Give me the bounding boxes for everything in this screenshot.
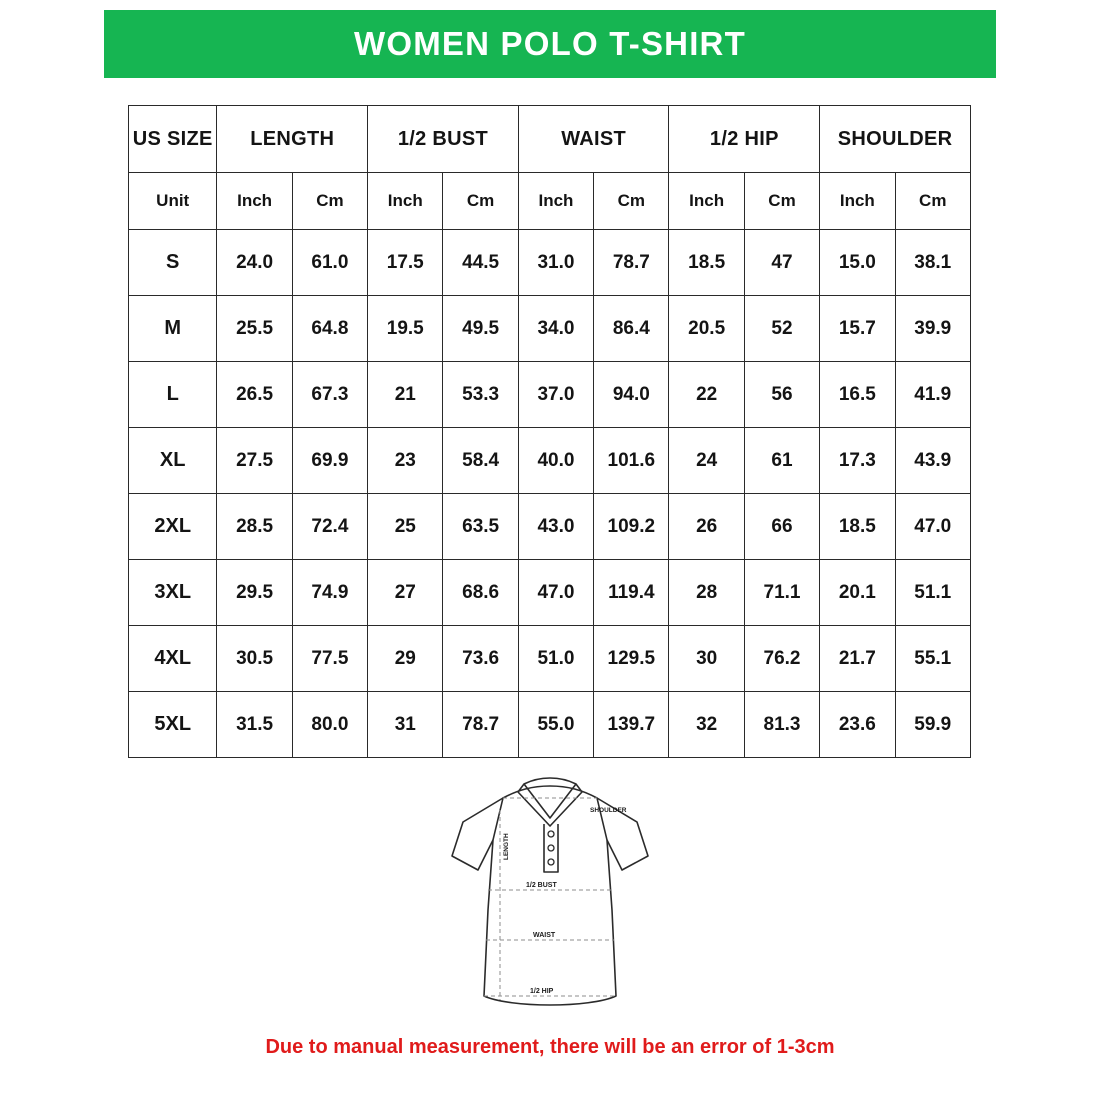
unit-length-inch: Inch bbox=[217, 173, 292, 230]
size-table-container bbox=[128, 105, 971, 758]
cell-bust-cm: 73.6 bbox=[443, 626, 518, 692]
cell-shoulder-inch: 21.7 bbox=[820, 626, 895, 692]
cell-waist-inch: 31.0 bbox=[518, 230, 593, 296]
table-row bbox=[129, 296, 971, 362]
cell-bust-inch: 25 bbox=[368, 494, 443, 560]
row-size-label: XL bbox=[129, 428, 217, 494]
column-header-us-size: US SIZE bbox=[129, 106, 217, 173]
cell-hip-inch: 20.5 bbox=[669, 296, 744, 362]
column-header-length: LENGTH bbox=[217, 106, 368, 173]
unit-waist-inch: Inch bbox=[518, 173, 593, 230]
column-header-half-bust: 1/2 BUST bbox=[368, 106, 519, 173]
cell-shoulder-cm: 43.9 bbox=[895, 428, 970, 494]
cell-shoulder-inch: 16.5 bbox=[820, 362, 895, 428]
cell-length-inch: 26.5 bbox=[217, 362, 292, 428]
unit-hip-cm: Cm bbox=[744, 173, 819, 230]
cell-bust-inch: 23 bbox=[368, 428, 443, 494]
cell-bust-cm: 63.5 bbox=[443, 494, 518, 560]
cell-waist-cm: 78.7 bbox=[594, 230, 669, 296]
cell-hip-cm: 47 bbox=[744, 230, 819, 296]
cell-hip-inch: 26 bbox=[669, 494, 744, 560]
table-row bbox=[129, 494, 971, 560]
cell-waist-inch: 47.0 bbox=[518, 560, 593, 626]
cell-bust-inch: 21 bbox=[368, 362, 443, 428]
cell-shoulder-inch: 17.3 bbox=[820, 428, 895, 494]
cell-waist-cm: 119.4 bbox=[594, 560, 669, 626]
unit-shoulder-inch: Inch bbox=[820, 173, 895, 230]
column-header-half-hip: 1/2 HIP bbox=[669, 106, 820, 173]
cell-length-cm: 74.9 bbox=[292, 560, 367, 626]
table-row bbox=[129, 626, 971, 692]
cell-length-inch: 30.5 bbox=[217, 626, 292, 692]
cell-shoulder-cm: 47.0 bbox=[895, 494, 970, 560]
cell-shoulder-inch: 23.6 bbox=[820, 692, 895, 758]
cell-waist-cm: 139.7 bbox=[594, 692, 669, 758]
cell-bust-cm: 53.3 bbox=[443, 362, 518, 428]
cell-bust-cm: 78.7 bbox=[443, 692, 518, 758]
cell-hip-cm: 52 bbox=[744, 296, 819, 362]
cell-bust-inch: 27 bbox=[368, 560, 443, 626]
cell-waist-cm: 101.6 bbox=[594, 428, 669, 494]
table-unit-row bbox=[129, 173, 971, 230]
cell-length-inch: 29.5 bbox=[217, 560, 292, 626]
cell-hip-cm: 76.2 bbox=[744, 626, 819, 692]
unit-waist-cm: Cm bbox=[594, 173, 669, 230]
cell-shoulder-cm: 39.9 bbox=[895, 296, 970, 362]
cell-shoulder-cm: 51.1 bbox=[895, 560, 970, 626]
button-icon bbox=[548, 859, 554, 865]
cell-waist-inch: 40.0 bbox=[518, 428, 593, 494]
unit-length-cm: Cm bbox=[292, 173, 367, 230]
cell-length-inch: 28.5 bbox=[217, 494, 292, 560]
cell-length-inch: 25.5 bbox=[217, 296, 292, 362]
cell-waist-cm: 94.0 bbox=[594, 362, 669, 428]
cell-hip-inch: 32 bbox=[669, 692, 744, 758]
polo-shirt-diagram bbox=[400, 760, 700, 1028]
unit-bust-cm: Cm bbox=[443, 173, 518, 230]
unit-bust-inch: Inch bbox=[368, 173, 443, 230]
cell-bust-inch: 29 bbox=[368, 626, 443, 692]
cell-hip-cm: 56 bbox=[744, 362, 819, 428]
cell-waist-inch: 55.0 bbox=[518, 692, 593, 758]
cell-shoulder-cm: 41.9 bbox=[895, 362, 970, 428]
row-size-label: 5XL bbox=[129, 692, 217, 758]
cell-length-cm: 80.0 bbox=[292, 692, 367, 758]
cell-bust-inch: 31 bbox=[368, 692, 443, 758]
cell-hip-cm: 81.3 bbox=[744, 692, 819, 758]
cell-hip-inch: 30 bbox=[669, 626, 744, 692]
cell-hip-cm: 66 bbox=[744, 494, 819, 560]
cell-hip-cm: 61 bbox=[744, 428, 819, 494]
cell-hip-inch: 22 bbox=[669, 362, 744, 428]
unit-shoulder-cm: Cm bbox=[895, 173, 970, 230]
button-icon bbox=[548, 831, 554, 837]
row-size-label: 3XL bbox=[129, 560, 217, 626]
label-shoulder: SHOULDER bbox=[590, 807, 627, 814]
cell-shoulder-inch: 15.7 bbox=[820, 296, 895, 362]
label-waist: WAIST bbox=[533, 932, 556, 939]
button-icon bbox=[548, 845, 554, 851]
table-row bbox=[129, 692, 971, 758]
column-header-shoulder: SHOULDER bbox=[820, 106, 971, 173]
shirt-illustration-svg bbox=[400, 760, 700, 1028]
cell-waist-inch: 37.0 bbox=[518, 362, 593, 428]
header-banner bbox=[104, 10, 996, 78]
label-length: LENGTH bbox=[503, 833, 510, 860]
size-table bbox=[128, 105, 971, 758]
row-size-label: S bbox=[129, 230, 217, 296]
cell-waist-inch: 43.0 bbox=[518, 494, 593, 560]
cell-length-cm: 64.8 bbox=[292, 296, 367, 362]
cell-waist-inch: 34.0 bbox=[518, 296, 593, 362]
row-size-label: 4XL bbox=[129, 626, 217, 692]
cell-length-cm: 69.9 bbox=[292, 428, 367, 494]
cell-bust-inch: 17.5 bbox=[368, 230, 443, 296]
cell-length-cm: 77.5 bbox=[292, 626, 367, 692]
cell-waist-cm: 109.2 bbox=[594, 494, 669, 560]
cell-bust-cm: 49.5 bbox=[443, 296, 518, 362]
cell-shoulder-inch: 20.1 bbox=[820, 560, 895, 626]
row-size-label: 2XL bbox=[129, 494, 217, 560]
label-half-bust: 1/2 BUST bbox=[526, 882, 557, 889]
cell-bust-inch: 19.5 bbox=[368, 296, 443, 362]
cell-length-inch: 24.0 bbox=[217, 230, 292, 296]
page-title: WOMEN POLO T-SHIRT bbox=[354, 25, 746, 62]
cell-length-cm: 67.3 bbox=[292, 362, 367, 428]
cell-length-inch: 27.5 bbox=[217, 428, 292, 494]
cell-hip-inch: 28 bbox=[669, 560, 744, 626]
cell-shoulder-cm: 55.1 bbox=[895, 626, 970, 692]
cell-waist-cm: 129.5 bbox=[594, 626, 669, 692]
cell-shoulder-inch: 15.0 bbox=[820, 230, 895, 296]
table-group-header-row bbox=[129, 106, 971, 173]
cell-shoulder-cm: 38.1 bbox=[895, 230, 970, 296]
cell-hip-cm: 71.1 bbox=[744, 560, 819, 626]
table-row bbox=[129, 428, 971, 494]
cell-length-cm: 61.0 bbox=[292, 230, 367, 296]
table-row bbox=[129, 560, 971, 626]
unit-hip-inch: Inch bbox=[669, 173, 744, 230]
table-row bbox=[129, 230, 971, 296]
cell-length-inch: 31.5 bbox=[217, 692, 292, 758]
cell-waist-inch: 51.0 bbox=[518, 626, 593, 692]
row-size-label: M bbox=[129, 296, 217, 362]
cell-bust-cm: 44.5 bbox=[443, 230, 518, 296]
cell-bust-cm: 58.4 bbox=[443, 428, 518, 494]
unit-label: Unit bbox=[129, 173, 217, 230]
cell-shoulder-inch: 18.5 bbox=[820, 494, 895, 560]
cell-bust-cm: 68.6 bbox=[443, 560, 518, 626]
measurement-note: Due to manual measurement, there will be an error of 1-3cm bbox=[265, 1036, 835, 1058]
cell-hip-inch: 18.5 bbox=[669, 230, 744, 296]
table-row bbox=[129, 362, 971, 428]
cell-hip-inch: 24 bbox=[669, 428, 744, 494]
cell-shoulder-cm: 59.9 bbox=[895, 692, 970, 758]
cell-length-cm: 72.4 bbox=[292, 494, 367, 560]
cell-waist-cm: 86.4 bbox=[594, 296, 669, 362]
row-size-label: L bbox=[129, 362, 217, 428]
column-header-waist: WAIST bbox=[518, 106, 669, 173]
label-half-hip: 1/2 HIP bbox=[530, 988, 554, 995]
